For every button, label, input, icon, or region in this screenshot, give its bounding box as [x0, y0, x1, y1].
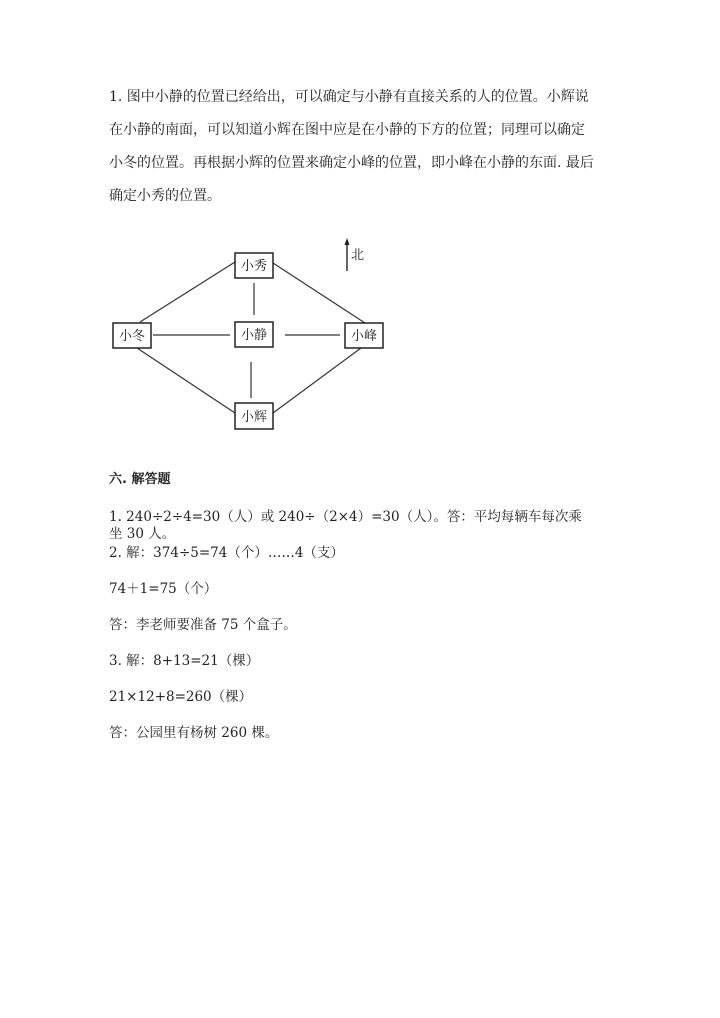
node-center: [235, 322, 273, 347]
position-diagram: [0, 0, 720, 460]
north-label: 北: [351, 248, 365, 263]
answer-line: 答：李老师要准备 75 个盒子。: [109, 617, 297, 633]
north-arrow-icon: [345, 238, 350, 271]
node-top: [235, 253, 273, 278]
node-label: 小辉: [240, 410, 268, 425]
node-left: [113, 323, 151, 348]
answer-line: 1. 240÷2÷4=30（人）或 240÷（2×4）=30（人）。答：平均每辆车每次乘: [109, 509, 582, 525]
explanation-line: 在小静的南面，可以知道小辉在图中应是在小静的下方的位置；同理可以确定: [109, 122, 585, 138]
line-right-bottom: [273, 348, 361, 413]
node-label: 小冬: [118, 329, 146, 344]
explanation-line: 确定小秀的位置。: [109, 188, 221, 204]
line-left-top: [140, 262, 235, 322]
explanation-line: 小冬的位置。再根据小辉的位置来确定小峰的位置，即小峰在小静的东面. 最后: [109, 155, 594, 171]
node-label: 小秀: [240, 259, 268, 274]
line-left-bottom: [137, 348, 235, 413]
explanation-line: 1. 图中小静的位置已经给出，可以确定与小静有直接关系的人的位置。小辉说: [109, 89, 589, 105]
answer-line: 74＋1=75（个）: [109, 581, 218, 597]
node-label: 小峰: [350, 329, 378, 344]
answer-line: 答：公园里有杨树 260 棵。: [109, 725, 279, 741]
answer-line: 3. 解：8+13=21（棵）: [109, 653, 260, 669]
node-right: [345, 323, 383, 348]
node-label: 小静: [240, 328, 268, 343]
line-top-right: [273, 263, 365, 323]
answer-line: 坐 30 人。: [109, 526, 176, 542]
node-bottom: [235, 403, 273, 429]
section-heading: 六. 解答题: [109, 472, 171, 487]
answer-line: 21×12+8=260（棵）: [109, 689, 253, 705]
answer-line: 2. 解：374÷5=74（个）……4（支）: [109, 545, 344, 561]
